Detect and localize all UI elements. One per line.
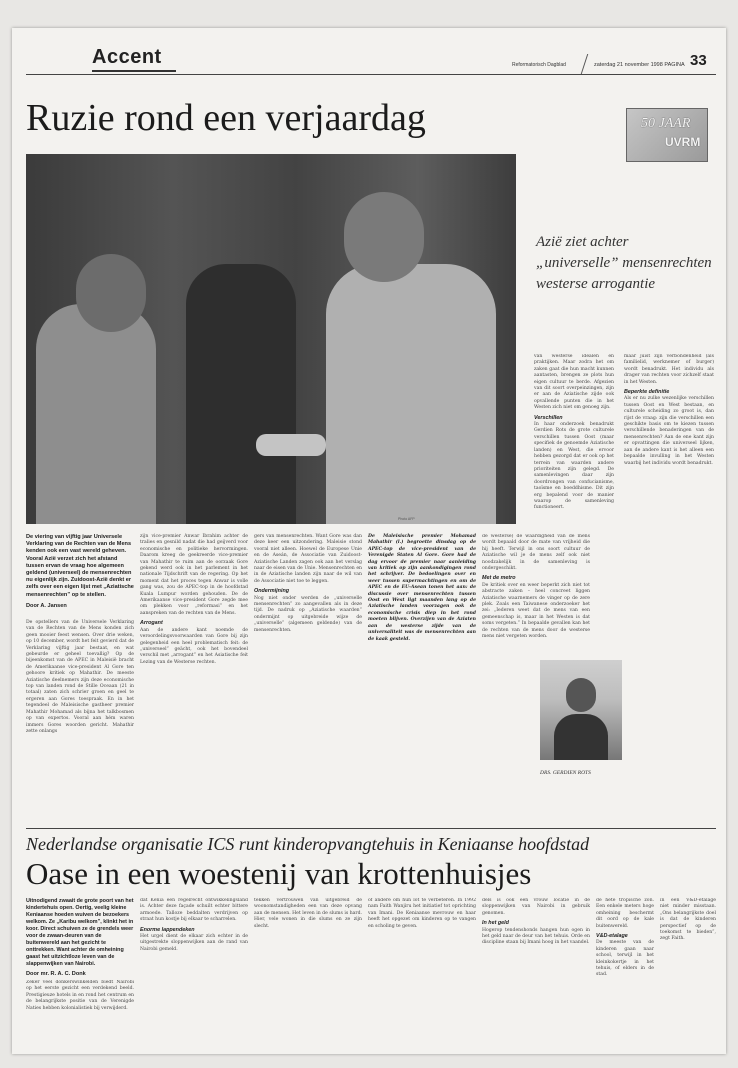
second-column-1: Zeker veel donkerswinkelden biedt Nairobi op het eerste gezicht een verdekend beeld. Prestigieuze hotels in en rond het centrum en de belangrijkste positie van de Verenigde Naties hebben kolonialistiek bij verwijderd. [26,980,134,1011]
col6-text: van westerse idealen en praktijken. Maar zodra het om zaken gaat die hun macht kunnen aantasten, brengen ze plots hun eigen cultuur te berde. Afgezien van dit soort overpeinzingen, zijn er aan de Aziatische zijde ook opvallende punten die in het Westen zich niet om genoeg zijn. [534,354,614,411]
intro-caption [26,534,136,610]
col5-text: de westerse) de waardigheid van de mens wordt bepaald door de mate van vrijheid die hij heeft. Terwijl in ons soort cultuur de Aziatische wil je de mens zelf ook niet noodzakelijk in de samenleving is ondergeschikt. [482,534,590,572]
newspaper-page [12,28,726,1054]
subhead-lappendeken: Enorme lappendeken [140,926,195,933]
second-column-4: of andere om hun lot te verbeteren. In 1992 nam Faith Wanjiru het initiatief tot oprichting van Imani. De Keniaanse mevrouw en haar heeft het opgezet om kinderen op te vangen en scholing te geven. [368,898,476,929]
second-col2-text-b: Het urgel dient de elkaar zich echter in de uitgestrekte sloppenwijken aan de rand van Nairobi gemeld. [140,934,248,952]
byline: Door A. Jansen [26,602,67,609]
page-header [12,28,726,74]
photo-head-right [344,192,424,282]
intro-text: De viering van vijftig jaar Universele Verklaring van de Rechten van de Mens kenden ook een vast wereld geheven. Vooral Azië verzet zich het afstand tussen ervan de vraag hoe algemeen geldend (universeel) de mensenrechten nu eigenlijk zijn. Zuidoost-Azië denkt er zelfs over een eigen lijst met „Aziatische mensenrechten” op te stellen. [26,534,134,598]
second-column-3: tekken vertrouwen van uitgebreid de woonomstandigheden een van deze opvang aan de mensen. Het leven in de slums is hard. Hier, vele wonen in die slums en ze zijn slecht. [254,898,362,929]
subhead-vd-etalage: V&D-etalage [596,933,628,940]
article-column-2 [140,534,248,666]
second-col2-text: dat Kenia een regelrecht ontwikkelingsland is. Achter deze façade schuilt echter bittere armoede. Talloze beddalten verdrijven op straat hun kostje bij elkaar te scharrelen. [140,898,248,923]
section-title: Accent [92,46,162,68]
logo-line-1: 50 JAAR [641,116,691,131]
col5-text-b: De kritiek over en weer beperkt zich niet tot abstracte zaken – heel concreet liggen Aziatische waarnemers de vinger op de zere plek. Zoals een Taiwanese onderzoeker het zei: „Iederen weet dat de mens van een gemeenschap is, maar in het Westen is dat soms vergeten.” In bepaalde gevallen kan het de rechten van de mens door de westerse mens niet vergeten worden. [482,582,590,640]
article-column-3 [254,534,362,634]
photo-head-left [76,254,146,332]
portrait-body [554,714,608,760]
second-lead [26,898,136,978]
second-headline: Oase in een woestenij van krottenhuisjes [26,856,532,891]
second-lead-text: Uitnodigend zwaait de grote poort van het kindertehuis open. Oertig, veelig kleine Keniaanse hoeden wuiven de bezoekers welkom. Ze „Karibu welkom”, klinkt het in koor. Direct schuiven ze de grendels weer voor de zwaan-deuren van de buitenwereld aan het gezicht te onttrekken. Want achter de omheining gaast het uitzichtloze leven van de slappenwijken van Nairobi. [26,898,134,967]
article-column-6 [534,354,614,654]
page-number: 33 [690,52,707,69]
col7-text-b: Als er nu zulke wezenlijke verschillen tussen Oost en West bestaan, en culturele scheiding zo groot is, dan rijst de vraag: zijn die verschillen een geschikte basis om te kiezen tussen verschillende benaderingen van de mensenrechten? Aan de ene kant zijn er opvattingen die universeel lijken, aan de andere kant is het alleen een bepaalde invulling in het Westen waarbij het individu wordt benadrukt. [624,396,714,466]
second-column-6 [596,898,654,1046]
article-column-1: De opstellers van de Universele Verklaring van de Rechten van de Mens konden zich geen mooier feest wensen. Over drie weken, op 10 december, wordt het feit gevierd dat de Verklaring vijftig jaar bestaat, en wat gebeurde er geheel toevallig? Op de bijeenkomst van de APEC in Maleisië bracht de Amerikaanse vice-president Al Gore ten gehoore kritiek op Mahathir. De meeste Aziatische deelnemers zijn deze economische top van landen rond de Stille Oceaan (21 in totaal) zaten zich schrier groen en geel te ergeren aan Gores toespraak. En in het tegendeel de Maleisische gastheer premier Mahathir Mohamad als bijna het talkbosmen op van expertos. Vooral aan hém waren immers Gores woorden gericht. Mahathir zette onlangs [26,620,134,734]
subhead-metro: Met de metro [482,575,516,582]
main-headline: Ruzie rond een verjaardag [26,97,426,139]
second-col5-text: dels is ook een vrouw locatie in de sloppenwijken van Nairobi in gebruik genomen. [482,898,590,916]
second-kicker: Nederlandse organisatie ICS runt kinderopvangtehuis in Keniaanse hoofdstad [26,834,590,854]
photo-figure-left [36,304,156,524]
article-column-7 [624,354,714,814]
col2-text: zijn vice-premier Anwar Ibrahim achter de tralies en gesnild nadat die had geijverd voor economische en politieke hervormingen. Daarom kreeg de geekreerde vice-premier van Mahathir te ruim aan de oorzaak Gore gekend werd ook in het parlement in het nationale Tijdschrift van de regering. Op het moment dat het proces tegen Anwar is volle gang was, zou de APEC-top in de hoofdstad Kuala Lumpur worden gehouden. De de Amerikaanse vice-president Gore zegde mee om plekken voor „reformasi” en het aanspreken van de rechten van de Mens. [140,534,248,616]
dateline: zaterdag 21 november 1998 PAGINA [594,62,685,68]
col2-text-b: Aan de andere kant noemde de veroordelingsvoorwaarden van Gore bij zijn gelegenheid een heel problematisch feit: de „universeel” geächt, ook het bovendeel verschil met „arrogant” en het Asiatische feit Lezing van de Westerse rechten. [140,627,248,665]
photo-figure-guard [186,264,296,524]
portrait-head [566,678,596,712]
portrait-caption: DRS. GERDIEN ROTS [540,770,591,776]
photo-figure-right [326,264,496,524]
col3-text: gers van mensenrechten. Want Gore was dan deze keer een uitzondering. Maleisie stond vooral niet alleen. Hoewel de Europese Unie en de Aseán, de Associatie van Zuidoost-Aziatische Landen zagen ook aan het verslag naar de eisen van de Unie. Mensenrechten en in de Aziatische landen zijn naar de wil van de Associatie niet toe te leggen. [254,534,362,584]
second-column-5 [482,898,590,1046]
col6-text-b: In haar onderzoek benadrukt Gerdien Rots de grote culturele verschillen tussen Oost (maar specifiek de genoemde Aziatische landen) en West, die ervoor hebben gezorgd dat er ook op het terrein van waarden andere prioriteiten zijn gelegd. De samenlevingen daar zijn doordrongen van confucianisme, taoïsme en boeddhisme. Dit zijn erg bepalend voor de manier waarop de samenleving functioneert. [534,422,614,511]
anniversary-logo [626,108,708,162]
subhead-verschillen: Verschillen [534,414,563,421]
second-byline: Door mr. R. A. C. Donk [26,971,86,977]
col3-text-b: Nog niet onder werden de „universelle mensenrechten” zo aangevallen als in deze tijd. De nadruk op „Aziatische waarden” ondermijnt op uitgebreide wijze de „universelle” (algemeen geldende) van de mensenrechten. [254,595,362,633]
section-separator [26,828,716,829]
subhead-in-het-geld: In het geld [482,920,509,927]
photo-handshake [256,434,326,456]
second-col6-text-b: De meeste van de kinderen gaan naar school, terwijl in het kleinkokertje in het tehuis, of elders in de stad. [596,940,654,978]
subhead-beperkte-definitie: Beperkte definitie [624,389,670,396]
pull-quote: Azië ziet achter „universelle” mensenrechten westerse arrogantie [536,234,712,292]
subhead-arrogant: Arrogant [140,620,163,627]
masthead-name: Reformatorisch Dagblad [512,62,566,68]
slash-divider-icon [571,54,588,74]
photo-credit: Photo AFP [398,517,415,521]
handshake-photo [26,154,516,524]
logo-line-2: UVRM [665,135,701,149]
article-column-4 [368,534,476,643]
second-column-2 [140,898,248,1046]
col4-text: De Maleisische premier Mohamad Mahathir (l.) begroette dinsdag op de APEC-top de vice-president van de Verenigde Staten Al Gore. Gore had de dag ervoor de premier naar aanleiding van kritiek op zijn aankondigingen rond het schrijver. De bedoelingen over en weer tussen supermachtingen en om de APEC en de EU-Asean tonen het aan: de discussie over mensenrechten tussen Oost en West ligt maanden lang op de Aziatische landen voorzagen ook de economische crisis diep in het rond moeten blijven. Overzijen van de Aziaten aan de westerse zijde van de universaliteit was de mensenrechten aan de kaak gesteld. [368,534,476,642]
second-col5-text-b: Hogerop tendenshonds hangen hun ogen in het geld naar de deur van het tehuis. Orde en discipline staan bij Imani hoog in het vaandel. [482,927,590,946]
second-col6-text: de hete tropische zon. Een enkele meters hoge omheining beschermt dit oord op de kale buitenwereld. [596,898,654,929]
section-underline [92,70,176,72]
portrait-photo [540,660,622,760]
header-rule [26,74,716,75]
second-column-7: in een V&D-etalage niet minder misstaan. „Ons belangrijkste doel is dat de kinderen perspectief op de toekomst te bieden”, zegt Faith. [660,898,716,942]
col7-text: maar juist zijn verbondenheid (als familielid, werknemer of burger) wordt benadrukt. Het individu als drager van rechten voor zichzelf staat in het Westen. [624,354,714,385]
subhead-ondermijning: Ondermijning [254,588,290,595]
